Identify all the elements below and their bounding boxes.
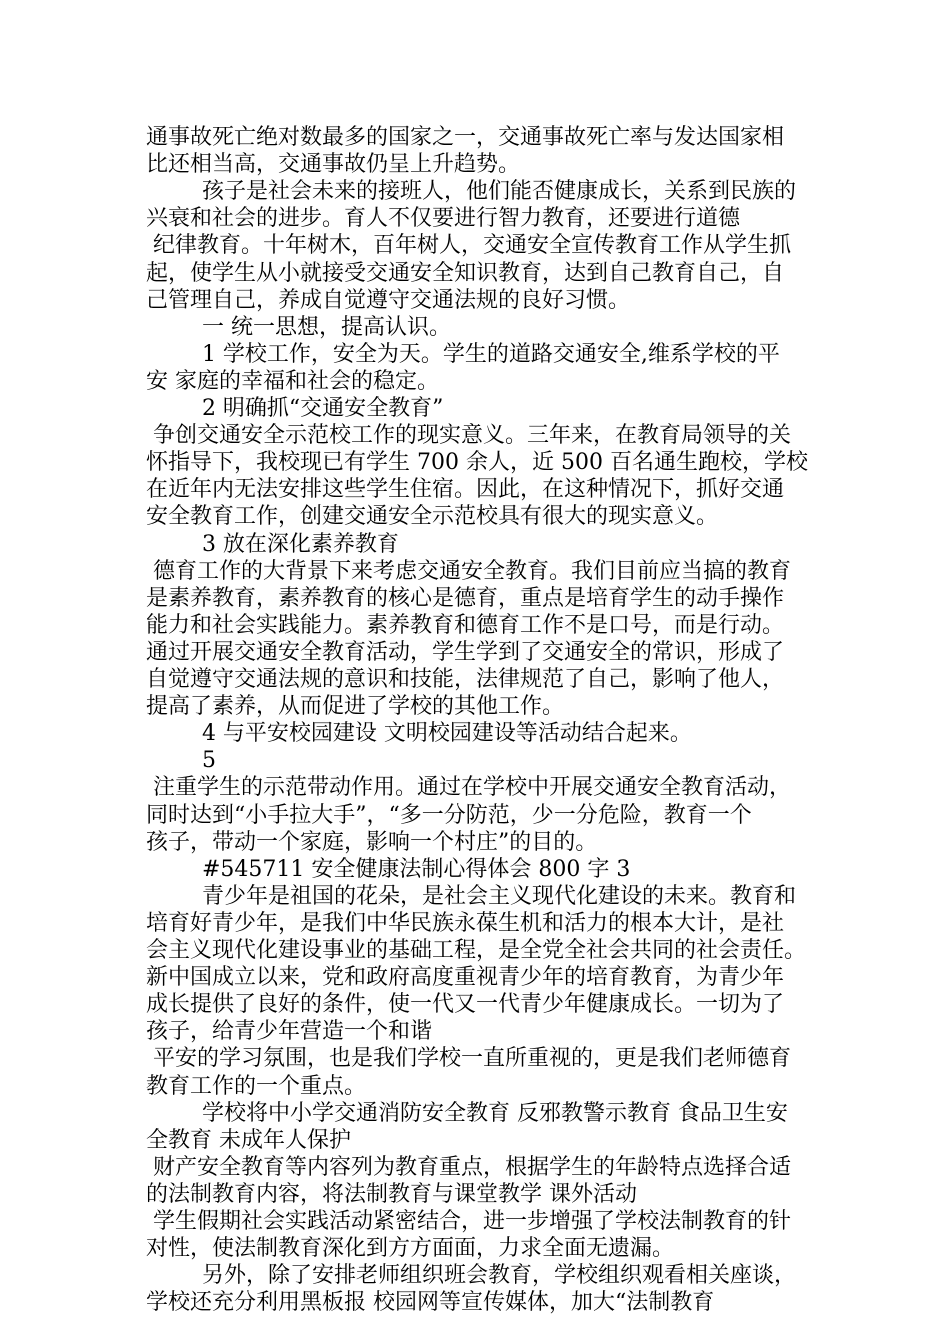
text-line: 起，使学生从小就接受交通安全知识教育，达到自己教育自己，自 <box>146 260 785 286</box>
text-line: 安全教育工作，创建交通安全示范校具有很大的现实意义。 <box>146 504 719 530</box>
text-line: 培育好青少年，是我们中华民族永葆生机和活力的根本大计，是社 <box>146 910 785 936</box>
text-line: 2 明确抓“交通安全教育” <box>146 396 444 421</box>
text-line: 平安的学习氛围，也是我们学校一直所重视的，更是我们老师德育 <box>146 1046 791 1072</box>
text-line: 新中国成立以来，党和政府高度重视青少年的培育教育，为青少年 <box>146 965 785 991</box>
text-line: 通过开展交通安全教育活动，学生学到了交通安全的常识，形成了 <box>146 639 785 665</box>
text-line: 争创交通安全示范校工作的现实意义。三年来，在教育局领导的关 <box>146 423 791 449</box>
text-line: 同时达到“小手拉大手”，“多一分防范，少一分危险，教育一个 <box>146 802 752 828</box>
text-line: 3 放在深化素养教育 <box>146 531 399 557</box>
text-line: 会主义现代化建设事业的基础工程，是全党全社会共同的社会责任。 <box>146 938 807 963</box>
text-line: 安 家庭的幸福和社会的稳定。 <box>146 368 439 394</box>
text-line: 4 与平安校园建设 文明校园建设等活动结合起来。 <box>146 721 692 747</box>
text-line: 一 统一思想，提高认识。 <box>146 314 451 340</box>
text-line: 全教育 未成年人保护 <box>146 1127 351 1153</box>
text-line: 1 学校工作，安全为天。学生的道路交通安全,维系学校的平 <box>146 341 780 367</box>
text-line: 的法制教育内容，将法制教育与课堂教学 课外活动 <box>146 1181 637 1207</box>
text-line: 通事故死亡绝对数最多的国家之一，交通事故死亡率与发达国家相 <box>146 125 785 150</box>
text-line: 自觉遵守交通法规的意识和技能，法律规范了自己，影响了他人， <box>146 667 785 692</box>
text-line: 提高了素养，从而促进了学校的其他工作。 <box>146 694 565 720</box>
text-line: 是素养教育，素养教育的核心是德育，重点是培育学生的动手操作 <box>146 585 785 611</box>
text-line: 己管理自己，养成自觉遵守交通法规的良好习惯。 <box>146 287 631 313</box>
text-line: 孩子是社会未来的接班人，他们能否健康成长，关系到民族的 <box>146 179 796 205</box>
text-line: 学校将中小学交通消防安全教育 反邪教警示教育 食品卫生安 <box>146 1100 788 1126</box>
text-line: 学生假期社会实践活动紧密结合，进一步增强了学校法制教育的针 <box>146 1209 791 1234</box>
text-line: 教育工作的一个重点。 <box>146 1073 367 1099</box>
text-line: 注重学生的示范带动作用。通过在学校中开展交通安全教育活动， <box>146 775 791 801</box>
text-line: 孩子，带动一个家庭，影响一个村庄”的目的。 <box>146 829 598 855</box>
text-line: 学校还充分利用黑板报 校园网等宣传媒体，加大“法制教育 <box>146 1290 715 1316</box>
text-line: 德育工作的大背景下来考虑交通安全教育。我们目前应当搞的教育 <box>146 558 791 584</box>
text-line: 兴衰和社会的进步。育人不仅要进行智力教育，还要进行道德 <box>146 206 741 232</box>
text-line: 另外，除了安排老师组织班会教育，学校组织观看相关座谈， <box>146 1263 796 1289</box>
text-line: #545711 安全健康法制心得体会 800 字 3 <box>146 856 631 882</box>
text-line: 对性，使法制教育深化到方方面面，力求全面无遗漏。 <box>146 1236 675 1262</box>
text-line: 纪律教育。十年树木，百年树人，交通安全宣传教育工作从学生抓 <box>146 233 791 259</box>
text-line: 怀指导下，我校现已有学生 700 余人，近 500 百名通生跑校，学校 <box>146 450 808 476</box>
text-line: 能力和社会实践能力。素养教育和德育工作不是口号，而是行动。 <box>146 612 785 638</box>
text-line: 财产安全教育等内容列为教育重点，根据学生的年龄特点选择合适 <box>146 1154 791 1180</box>
text-line: 在近年内无法安排这些学生住宿。因此，在这种情况下，抓好交通 <box>146 477 785 503</box>
text-line: 孩子，给青少年营造一个和谐 <box>146 1019 433 1045</box>
text-line: 成长提供了良好的条件，使一代又一代青少年健康成长。一切为了 <box>146 992 785 1018</box>
text-line: 比还相当高，交通事故仍呈上升趋势。 <box>146 152 521 178</box>
text-line: 5 <box>146 748 216 774</box>
text-line: 青少年是祖国的花朵，是社会主义现代化建设的未来。教育和 <box>146 883 796 909</box>
